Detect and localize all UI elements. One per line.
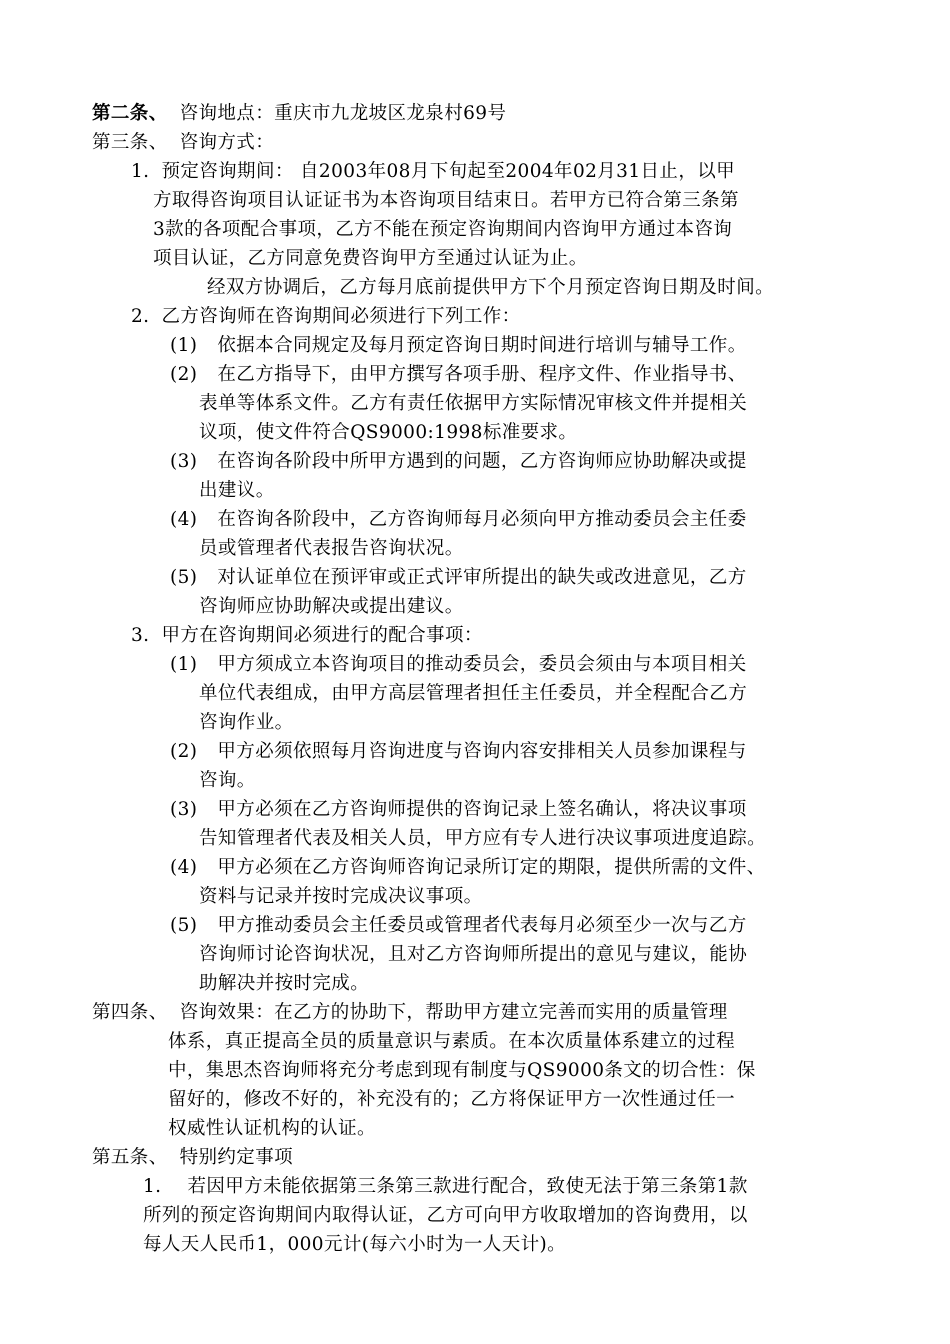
a3-item2-sub2-text1: 在乙方指导下，由甲方撰写各项手册、程序文件、作业指导书、 — [217, 364, 747, 385]
a3-item2-sub2-line3: 议项，使文件符合QS9000:1998标准要求。 — [199, 422, 578, 443]
a3-item2-sub4-line2: 员或管理者代表报告咨询状况。 — [199, 538, 464, 559]
article-4-text1: 咨询效果：在乙方的协助下，帮助甲方建立完善而实用的质量管理 — [179, 1002, 728, 1023]
article-3-heading: 第三条、 — [92, 132, 168, 153]
a3-item1-line1 — [131, 157, 735, 186]
a3-item2-sub3-line1 — [170, 447, 747, 476]
a3-item2-sub2-line1 — [170, 360, 747, 389]
a3-item1-text1: 预定咨询期间： 自2003年08月下旬起至2004年02月31日止，以甲 — [161, 161, 736, 182]
a3-item2-sub1-line1 — [170, 331, 747, 360]
article-5-heading: 第五条、 — [92, 1147, 168, 1168]
article-4-line5: 权威性认证机构的认证。 — [168, 1118, 376, 1139]
a3-item2-sub3-num: (3) — [170, 451, 198, 472]
a3-item3-text: 甲方在咨询期间必须进行的配合事项： — [161, 625, 483, 646]
a3-item2-sub3-line2: 出建议。 — [199, 480, 275, 501]
a3-item3-sub3-line1 — [170, 795, 747, 824]
a3-item2-sub2-num: (2) — [170, 364, 198, 385]
a5-item1-line1 — [143, 1172, 748, 1201]
a3-item2-sub5-num: (5) — [170, 567, 198, 588]
a3-item1-num: 1. — [131, 161, 150, 182]
a3-item3-num: 3. — [131, 625, 150, 646]
article-4-line1 — [92, 998, 728, 1027]
a3-item1-line5: 经双方协调后，乙方每月底前提供甲方下个月预定咨询日期及时间。 — [207, 277, 775, 298]
article-2-heading: 第二条、 — [92, 103, 168, 124]
a3-item3-sub4-num: (4) — [170, 857, 198, 878]
a3-item3-sub4-line1 — [170, 853, 766, 882]
a3-item1-line3: 3款的各项配合事项，乙方不能在预定咨询期间内咨询甲方通过本咨询 — [153, 219, 733, 240]
a3-item3-sub4-line2: 资料与记录并按时完成决议事项。 — [199, 886, 483, 907]
a3-item2-sub4-text1: 在咨询各阶段中，乙方咨询师每月必须向甲方推动委员会主任委 — [217, 509, 747, 530]
a3-item3-sub3-line2: 告知管理者代表及相关人员，甲方应有专人进行决议事项进度追踪。 — [199, 828, 767, 849]
a3-item3-sub2-text1: 甲方必须依照每月咨询进度与咨询内容安排相关人员参加课程与 — [217, 741, 747, 762]
a3-item3-sub3-text1: 甲方必须在乙方咨询师提供的咨询记录上签名确认，将决议事项 — [217, 799, 747, 820]
a3-item3-sub4-text1: 甲方必须在乙方咨询师咨询记录所订定的期限，提供所需的文件、 — [217, 857, 766, 878]
a3-item2-sub1-text: 依据本合同规定及每月预定咨询日期时间进行培训与辅导工作。 — [217, 335, 747, 356]
a3-item2-text: 乙方咨询师在咨询期间必须进行下列工作： — [161, 306, 521, 327]
article-4-line2: 体系，真正提高全员的质量意识与素质。在本次质量体系建立的过程 — [168, 1031, 736, 1052]
a5-item1-line2: 所列的预定咨询期间内取得认证，乙方可向甲方收取增加的咨询费用，以 — [143, 1205, 748, 1226]
article-3-line — [92, 128, 274, 157]
article-5-text: 特别约定事项 — [179, 1147, 294, 1168]
a3-item2-sub4-num: (4) — [170, 509, 198, 530]
a3-item3-sub2-line1 — [170, 737, 747, 766]
a3-item3-sub1-text1: 甲方须成立本咨询项目的推动委员会，委员会须由与本项目相关 — [217, 654, 747, 675]
a3-item2-sub3-text1: 在咨询各阶段中所甲方遇到的问题，乙方咨询师应协助解决或提 — [217, 451, 747, 472]
article-2-line — [92, 99, 506, 128]
a3-item3-sub1-num: (1) — [170, 654, 198, 675]
a3-item2-line — [131, 302, 521, 331]
a3-item2-sub4-line1 — [170, 505, 747, 534]
a3-item3-sub5-num: (5) — [170, 915, 198, 936]
a3-item2-sub2-line2: 表单等体系文件。乙方有责任依据甲方实际情况审核文件并提相关 — [199, 393, 748, 414]
a3-item1-line4: 项目认证，乙方同意免费咨询甲方至通过认证为止。 — [153, 248, 588, 269]
a3-item2-sub5-line1 — [170, 563, 747, 592]
a3-item3-sub1-line2: 单位代表组成，由甲方高层管理者担任主任委员，并全程配合乙方 — [199, 683, 748, 704]
a3-item1-line2: 方取得咨询项目认证证书为本咨询项目结束日。若甲方已符合第三条第 — [153, 190, 739, 211]
article-4-line4: 留好的，修改不好的，补充没有的；乙方将保证甲方一次性通过任一 — [168, 1089, 736, 1110]
a3-item3-sub5-line1 — [170, 911, 747, 940]
article-4-line3: 中，集思杰咨询师将充分考虑到现有制度与QS9000条文的切合性：保 — [168, 1060, 756, 1081]
a3-item3-sub1-line3: 咨询作业。 — [199, 712, 294, 733]
a3-item2-sub1-num: (1) — [170, 335, 198, 356]
a3-item3-sub1-line1 — [170, 650, 747, 679]
a3-item3-sub2-line2: 咨询。 — [199, 770, 256, 791]
a3-item3-sub3-num: (3) — [170, 799, 198, 820]
a3-item3-line — [131, 621, 483, 650]
a3-item2-sub5-line2: 咨询师应协助解决或提出建议。 — [199, 596, 464, 617]
article-2-text: 咨询地点：重庆市九龙坡区龙泉村69号 — [179, 103, 507, 124]
a5-item1-line3: 每人天人民币1，000元计(每六小时为一人天计)。 — [143, 1234, 567, 1255]
article-5-line — [92, 1143, 293, 1172]
a3-item3-sub5-line3: 助解决并按时完成。 — [199, 973, 370, 994]
a3-item3-sub5-text1: 甲方推动委员会主任委员或管理者代表每月必须至少一次与乙方 — [217, 915, 747, 936]
a5-item1-num: 1. — [143, 1176, 162, 1197]
a3-item2-num: 2. — [131, 306, 150, 327]
article-4-heading: 第四条、 — [92, 1002, 168, 1023]
article-3-text: 咨询方式： — [179, 132, 275, 153]
a5-item1-text1: 若因甲方未能依据第三条第三款进行配合，致使无法于第三条第1款 — [187, 1176, 748, 1197]
a3-item3-sub2-num: (2) — [170, 741, 198, 762]
a3-item2-sub5-text1: 对认证单位在预评审或正式评审所提出的缺失或改进意见，乙方 — [217, 567, 747, 588]
a3-item3-sub5-line2: 咨询师讨论咨询状况，且对乙方咨询师所提出的意见与建议，能协 — [199, 944, 748, 965]
